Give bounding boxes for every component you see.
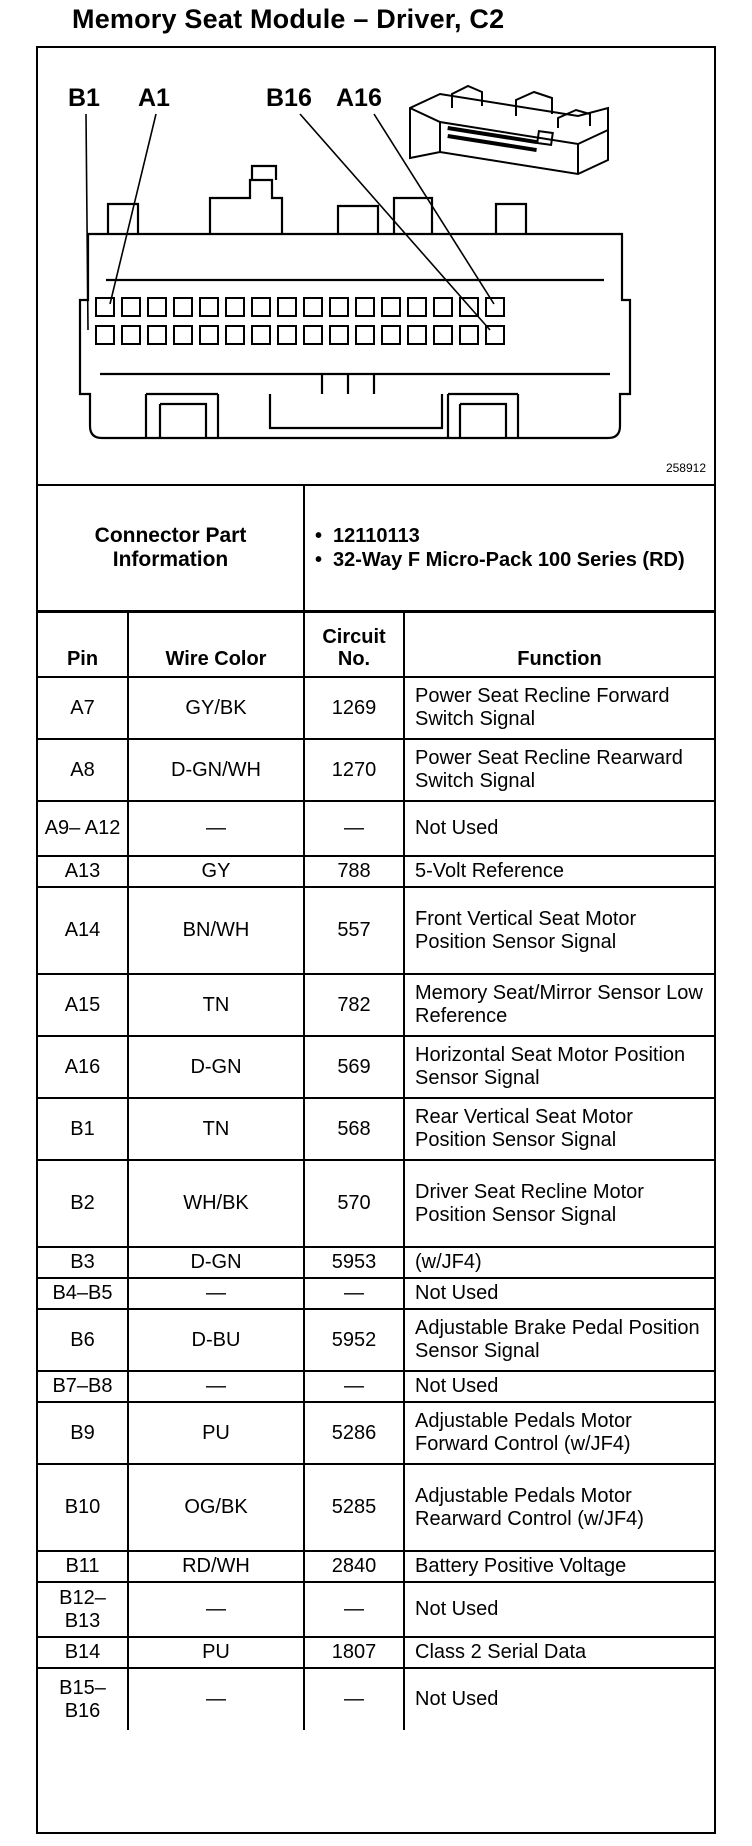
- function-cell: Horizontal Seat Motor Position Sensor Signal: [404, 1036, 714, 1098]
- table-row: [38, 1247, 714, 1278]
- table-row: [38, 1668, 714, 1730]
- figure-number: 258912: [665, 461, 706, 475]
- pin-cell: A16: [38, 1036, 128, 1098]
- connector-isometric-icon: [410, 86, 608, 174]
- function-cell: Power Seat Recline Forward Switch Signal: [404, 677, 714, 739]
- wire-color-cell: —: [128, 1278, 304, 1309]
- circuit-cell: —: [304, 1371, 404, 1402]
- table-row: [38, 1098, 714, 1160]
- header-pin: Pin: [38, 612, 128, 677]
- table-row: [38, 1582, 714, 1637]
- pin-cell: B11: [38, 1551, 128, 1582]
- wire-color-cell: D-GN: [128, 1247, 304, 1278]
- pin-cell: B12– B13: [38, 1582, 128, 1637]
- table-row: [38, 677, 714, 739]
- wire-color-cell: —: [128, 1582, 304, 1637]
- pin-cell: B7–B8: [38, 1371, 128, 1402]
- wire-color-cell: —: [128, 801, 304, 856]
- pin-cell: B4–B5: [38, 1278, 128, 1309]
- pin-row-a: [96, 298, 504, 316]
- pin-cell: B6: [38, 1309, 128, 1371]
- function-cell: Not Used: [404, 1371, 714, 1402]
- function-cell: 5-Volt Reference: [404, 856, 714, 887]
- function-cell: Driver Seat Recline Motor Position Sensor Signal: [404, 1160, 714, 1247]
- table-row: [38, 856, 714, 887]
- connector-sheet: [36, 46, 716, 1834]
- connector-diagram: [38, 48, 714, 486]
- table-row: [38, 1402, 714, 1464]
- pin-row-b: [96, 326, 504, 344]
- table-row: [38, 1551, 714, 1582]
- function-cell: Not Used: [404, 1582, 714, 1637]
- circuit-cell: 1270: [304, 739, 404, 801]
- wire-color-cell: GY: [128, 856, 304, 887]
- function-cell: Rear Vertical Seat Motor Position Sensor Signal: [404, 1098, 714, 1160]
- function-cell: Adjustable Brake Pedal Position Sensor Signal: [404, 1309, 714, 1371]
- pin-label-b1: B1: [68, 84, 100, 112]
- function-cell: Adjustable Pedals Motor Forward Control (w/JF4): [404, 1402, 714, 1464]
- pin-cell: B15– B16: [38, 1668, 128, 1730]
- header-wire-color: Wire Color: [128, 612, 304, 677]
- circuit-cell: 570: [304, 1160, 404, 1247]
- pin-label-a1: A1: [138, 84, 170, 112]
- circuit-cell: —: [304, 1278, 404, 1309]
- function-cell: Not Used: [404, 1278, 714, 1309]
- pin-table: [38, 611, 714, 1730]
- function-cell: Power Seat Recline Rearward Switch Signal: [404, 739, 714, 801]
- wire-color-cell: D-BU: [128, 1309, 304, 1371]
- circuit-cell: 2840: [304, 1551, 404, 1582]
- circuit-cell: 782: [304, 974, 404, 1036]
- function-cell: Adjustable Pedals Motor Rearward Control (w/JF4): [404, 1464, 714, 1551]
- circuit-cell: 5953: [304, 1247, 404, 1278]
- circuit-cell: —: [304, 801, 404, 856]
- table-row: [38, 1278, 714, 1309]
- circuit-cell: 557: [304, 887, 404, 974]
- table-row: [38, 1309, 714, 1371]
- wire-color-cell: TN: [128, 1098, 304, 1160]
- wire-color-cell: TN: [128, 974, 304, 1036]
- pin-label-b16: B16: [266, 84, 312, 112]
- pin-cell: A7: [38, 677, 128, 739]
- circuit-cell: 5286: [304, 1402, 404, 1464]
- wire-color-cell: PU: [128, 1402, 304, 1464]
- table-row: [38, 1160, 714, 1247]
- pin-cell: B14: [38, 1637, 128, 1668]
- circuit-cell: 568: [304, 1098, 404, 1160]
- circuit-cell: 1269: [304, 677, 404, 739]
- wire-color-cell: D-GN/WH: [128, 739, 304, 801]
- pin-cell: A13: [38, 856, 128, 887]
- function-cell: Memory Seat/Mirror Sensor Low Reference: [404, 974, 714, 1036]
- wire-color-cell: —: [128, 1371, 304, 1402]
- wire-color-cell: D-GN: [128, 1036, 304, 1098]
- pin-cell: B1: [38, 1098, 128, 1160]
- table-row: [38, 1464, 714, 1551]
- pin-cell: B10: [38, 1464, 128, 1551]
- pin-cell: B9: [38, 1402, 128, 1464]
- circuit-cell: 569: [304, 1036, 404, 1098]
- header-function: Function: [404, 612, 714, 677]
- function-cell: Not Used: [404, 1668, 714, 1730]
- wire-color-cell: PU: [128, 1637, 304, 1668]
- function-cell: Not Used: [404, 801, 714, 856]
- page-title: Memory Seat Module – Driver, C2: [72, 4, 505, 34]
- function-cell: (w/JF4): [404, 1247, 714, 1278]
- connector-info-label: Connector Part Information: [38, 486, 304, 611]
- function-cell: Class 2 Serial Data: [404, 1637, 714, 1668]
- connector-info-table: [38, 486, 714, 612]
- pin-cell: A8: [38, 739, 128, 801]
- table-row: [38, 1036, 714, 1098]
- circuit-cell: —: [304, 1582, 404, 1637]
- function-cell: Front Vertical Seat Motor Position Sensor Signal: [404, 887, 714, 974]
- circuit-cell: —: [304, 1668, 404, 1730]
- header-circuit: Circuit No.: [304, 612, 404, 677]
- pin-cell: B2: [38, 1160, 128, 1247]
- connector-info-list: [304, 486, 714, 611]
- wire-color-cell: WH/BK: [128, 1160, 304, 1247]
- pin-cell: A15: [38, 974, 128, 1036]
- pin-cell: A9– A12: [38, 801, 128, 856]
- table-row: [38, 739, 714, 801]
- connector-part-number: • 12110113: [315, 524, 704, 548]
- function-cell: Battery Positive Voltage: [404, 1551, 714, 1582]
- pin-cell: B3: [38, 1247, 128, 1278]
- pin-cell: A14: [38, 887, 128, 974]
- wire-color-cell: GY/BK: [128, 677, 304, 739]
- wire-color-cell: —: [128, 1668, 304, 1730]
- wire-color-cell: BN/WH: [128, 887, 304, 974]
- circuit-cell: 788: [304, 856, 404, 887]
- connector-description: • 32-Way F Micro-Pack 100 Series (RD): [315, 548, 704, 572]
- circuit-cell: 1807: [304, 1637, 404, 1668]
- pin-label-a16: A16: [336, 84, 382, 112]
- table-row: [38, 801, 714, 856]
- wire-color-cell: RD/WH: [128, 1551, 304, 1582]
- connector-drawing: [38, 48, 714, 484]
- wire-color-cell: OG/BK: [128, 1464, 304, 1551]
- table-row: [38, 1371, 714, 1402]
- table-row: [38, 1637, 714, 1668]
- table-row: [38, 974, 714, 1036]
- table-row: [38, 887, 714, 974]
- circuit-cell: 5285: [304, 1464, 404, 1551]
- circuit-cell: 5952: [304, 1309, 404, 1371]
